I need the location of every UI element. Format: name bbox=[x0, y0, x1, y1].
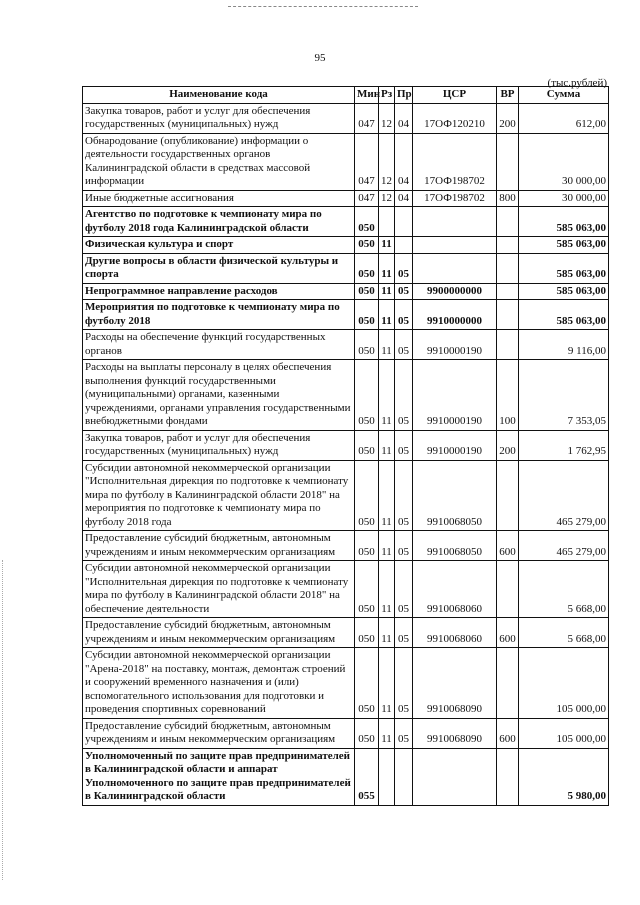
cell-name: Другие вопросы в области физической культуры и спорта bbox=[83, 253, 355, 283]
cell-sum: 5 668,00 bbox=[519, 561, 609, 618]
cell-name: Предоставление субсидий бюджетным, автономным учреждениям и иным некоммерческим организациям bbox=[83, 618, 355, 648]
cell-sum: 585 063,00 bbox=[519, 253, 609, 283]
cell-name: Предоставление субсидий бюджетным, автономным учреждениям и иным некоммерческим организациям bbox=[83, 718, 355, 748]
cell-vr: 200 bbox=[497, 430, 519, 460]
cell-csr bbox=[413, 207, 497, 237]
cell-min: 050 bbox=[355, 561, 379, 618]
cell-csr: 9910068060 bbox=[413, 618, 497, 648]
cell-name: Субсидии автономной некоммерческой организации "Исполнительная дирекция по подготовке к чемпионату мира по футболу в Калининградской области 2018" на обеспечение деятельности bbox=[83, 561, 355, 618]
cell-vr: 600 bbox=[497, 718, 519, 748]
table-row bbox=[83, 618, 609, 648]
cell-sum: 585 063,00 bbox=[519, 207, 609, 237]
cell-sum: 5 668,00 bbox=[519, 618, 609, 648]
cell-pr: 05 bbox=[395, 561, 413, 618]
cell-min: 050 bbox=[355, 531, 379, 561]
cell-min: 050 bbox=[355, 300, 379, 330]
cell-vr bbox=[497, 133, 519, 190]
cell-vr bbox=[497, 237, 519, 254]
cell-rz: 11 bbox=[379, 561, 395, 618]
table-body bbox=[83, 103, 609, 805]
cell-csr bbox=[413, 748, 497, 805]
header-csr: ЦСР bbox=[413, 87, 497, 104]
table-row bbox=[83, 330, 609, 360]
cell-pr: 05 bbox=[395, 283, 413, 300]
cell-name: Обнародование (опубликование) информации о деятельности государственных органов Калининградской области в средствах массовой информации bbox=[83, 133, 355, 190]
cell-pr: 04 bbox=[395, 190, 413, 207]
cell-rz: 11 bbox=[379, 430, 395, 460]
cell-vr: 100 bbox=[497, 360, 519, 431]
cell-vr: 800 bbox=[497, 190, 519, 207]
cell-min: 050 bbox=[355, 430, 379, 460]
cell-sum: 585 063,00 bbox=[519, 237, 609, 254]
cell-csr: 9910068050 bbox=[413, 460, 497, 531]
cell-vr bbox=[497, 330, 519, 360]
cell-min: 055 bbox=[355, 748, 379, 805]
cell-rz: 11 bbox=[379, 531, 395, 561]
cell-csr: 17ОФ198702 bbox=[413, 133, 497, 190]
cell-min: 050 bbox=[355, 618, 379, 648]
cell-pr: 05 bbox=[395, 460, 413, 531]
cell-csr: 9900000000 bbox=[413, 283, 497, 300]
page-number: 95 bbox=[314, 52, 326, 64]
cell-pr: 05 bbox=[395, 648, 413, 719]
cell-name: Субсидии автономной некоммерческой организации "Исполнительная дирекция по подготовке к чемпионату мира по футболу в Калининградской области 2018" на мероприятия по подготовке к чемпионату мира по футболу 2018 года bbox=[83, 460, 355, 531]
unit-note: (тыс.рублей) bbox=[547, 77, 607, 89]
cell-sum: 105 000,00 bbox=[519, 648, 609, 719]
cell-csr: 9910068090 bbox=[413, 648, 497, 719]
table-row bbox=[83, 460, 609, 531]
table-row bbox=[83, 207, 609, 237]
cell-min: 050 bbox=[355, 283, 379, 300]
cell-rz: 11 bbox=[379, 360, 395, 431]
cell-vr bbox=[497, 648, 519, 719]
table-header-row bbox=[83, 87, 609, 104]
table-row bbox=[83, 253, 609, 283]
cell-rz: 11 bbox=[379, 283, 395, 300]
cell-rz: 11 bbox=[379, 330, 395, 360]
cell-csr: 9910068090 bbox=[413, 718, 497, 748]
header-sum: Сумма bbox=[519, 87, 609, 104]
cell-rz: 11 bbox=[379, 253, 395, 283]
cell-sum: 30 000,00 bbox=[519, 133, 609, 190]
cell-pr bbox=[395, 748, 413, 805]
cell-csr bbox=[413, 237, 497, 254]
table-row bbox=[83, 237, 609, 254]
cell-csr: 9910000190 bbox=[413, 430, 497, 460]
cell-name: Расходы на обеспечение функций государственных органов bbox=[83, 330, 355, 360]
cell-sum: 1 762,95 bbox=[519, 430, 609, 460]
cell-vr bbox=[497, 207, 519, 237]
cell-csr: 9910068050 bbox=[413, 531, 497, 561]
table-row bbox=[83, 103, 609, 133]
table-row bbox=[83, 300, 609, 330]
cell-name: Агентство по подготовке к чемпионату мира по футболу 2018 года Калининградской области bbox=[83, 207, 355, 237]
cell-pr: 05 bbox=[395, 618, 413, 648]
cell-name: Иные бюджетные ассигнования bbox=[83, 190, 355, 207]
table-row bbox=[83, 561, 609, 618]
cell-csr: 9910000000 bbox=[413, 300, 497, 330]
cell-min: 047 bbox=[355, 190, 379, 207]
cell-rz: 11 bbox=[379, 237, 395, 254]
cell-sum: 585 063,00 bbox=[519, 283, 609, 300]
cell-pr bbox=[395, 207, 413, 237]
cell-vr bbox=[497, 561, 519, 618]
cell-sum: 30 000,00 bbox=[519, 190, 609, 207]
table-row bbox=[83, 748, 609, 805]
cell-vr bbox=[497, 460, 519, 531]
cell-pr: 05 bbox=[395, 430, 413, 460]
header-vr: ВР bbox=[497, 87, 519, 104]
cell-rz: 11 bbox=[379, 648, 395, 719]
cell-min: 050 bbox=[355, 648, 379, 719]
cell-name: Закупка товаров, работ и услуг для обеспечения государственных (муниципальных) нужд bbox=[83, 103, 355, 133]
table-row bbox=[83, 360, 609, 431]
cell-pr: 04 bbox=[395, 133, 413, 190]
cell-rz: 11 bbox=[379, 718, 395, 748]
scan-top-line bbox=[228, 6, 418, 7]
cell-pr: 05 bbox=[395, 718, 413, 748]
cell-name: Физическая культура и спорт bbox=[83, 237, 355, 254]
budget-table bbox=[82, 86, 609, 806]
cell-rz bbox=[379, 207, 395, 237]
cell-vr bbox=[497, 253, 519, 283]
cell-name: Закупка товаров, работ и услуг для обеспечения государственных (муниципальных) нужд bbox=[83, 430, 355, 460]
cell-pr bbox=[395, 237, 413, 254]
cell-vr bbox=[497, 300, 519, 330]
cell-min: 047 bbox=[355, 103, 379, 133]
table-row bbox=[83, 190, 609, 207]
table-row bbox=[83, 718, 609, 748]
cell-min: 050 bbox=[355, 360, 379, 431]
scan-left-edge-marks bbox=[2, 560, 5, 880]
cell-rz: 11 bbox=[379, 300, 395, 330]
cell-csr bbox=[413, 253, 497, 283]
cell-pr: 05 bbox=[395, 300, 413, 330]
cell-csr: 9910068060 bbox=[413, 561, 497, 618]
cell-vr: 200 bbox=[497, 103, 519, 133]
cell-csr: 9910000190 bbox=[413, 360, 497, 431]
cell-sum: 585 063,00 bbox=[519, 300, 609, 330]
cell-csr: 9910000190 bbox=[413, 330, 497, 360]
cell-min: 050 bbox=[355, 207, 379, 237]
cell-vr bbox=[497, 283, 519, 300]
cell-min: 050 bbox=[355, 253, 379, 283]
cell-vr bbox=[497, 748, 519, 805]
cell-name: Мероприятия по подготовке к чемпионату мира по футболу 2018 bbox=[83, 300, 355, 330]
cell-min: 050 bbox=[355, 718, 379, 748]
cell-name: Предоставление субсидий бюджетным, автономным учреждениям и иным некоммерческим организациям bbox=[83, 531, 355, 561]
cell-rz: 12 bbox=[379, 133, 395, 190]
cell-pr: 05 bbox=[395, 531, 413, 561]
cell-pr: 05 bbox=[395, 253, 413, 283]
cell-csr: 17ОФ198702 bbox=[413, 190, 497, 207]
cell-min: 047 bbox=[355, 133, 379, 190]
cell-sum: 465 279,00 bbox=[519, 531, 609, 561]
cell-sum: 465 279,00 bbox=[519, 460, 609, 531]
cell-name: Субсидии автономной некоммерческой организации "Арена-2018" на поставку, монтаж, демонтаж строений и сооружений временного назначения и (или) вспомогательного использования для подготовки и проведения спортивных соревнований bbox=[83, 648, 355, 719]
cell-sum: 7 353,05 bbox=[519, 360, 609, 431]
cell-rz: 11 bbox=[379, 460, 395, 531]
cell-rz bbox=[379, 748, 395, 805]
cell-sum: 5 980,00 bbox=[519, 748, 609, 805]
cell-vr: 600 bbox=[497, 618, 519, 648]
cell-rz: 12 bbox=[379, 103, 395, 133]
cell-csr: 17ОФ120210 bbox=[413, 103, 497, 133]
header-min: Мин bbox=[355, 87, 379, 104]
cell-name: Уполномоченный по защите прав предпринимателей в Калининградской области и аппарат Уполномоченного по защите прав предпринимателей в Калининградской области bbox=[83, 748, 355, 805]
header-rz: Рз bbox=[379, 87, 395, 104]
cell-name: Расходы на выплаты персоналу в целях обеспечения выполнения функций государственными (муниципальными) органами, казенными учреждениями, органами управления государственными внебюджетными фондами bbox=[83, 360, 355, 431]
header-name: Наименование кода bbox=[83, 87, 355, 104]
cell-pr: 04 bbox=[395, 103, 413, 133]
table-row bbox=[83, 531, 609, 561]
cell-min: 050 bbox=[355, 460, 379, 531]
cell-sum: 9 116,00 bbox=[519, 330, 609, 360]
cell-sum: 612,00 bbox=[519, 103, 609, 133]
cell-min: 050 bbox=[355, 237, 379, 254]
cell-rz: 12 bbox=[379, 190, 395, 207]
table-row bbox=[83, 133, 609, 190]
table-row bbox=[83, 430, 609, 460]
table-row bbox=[83, 648, 609, 719]
cell-name: Непрограммное направление расходов bbox=[83, 283, 355, 300]
header-pr: Пр bbox=[395, 87, 413, 104]
cell-min: 050 bbox=[355, 330, 379, 360]
cell-pr: 05 bbox=[395, 360, 413, 431]
cell-rz: 11 bbox=[379, 618, 395, 648]
table-row bbox=[83, 283, 609, 300]
cell-sum: 105 000,00 bbox=[519, 718, 609, 748]
cell-vr: 600 bbox=[497, 531, 519, 561]
cell-pr: 05 bbox=[395, 330, 413, 360]
